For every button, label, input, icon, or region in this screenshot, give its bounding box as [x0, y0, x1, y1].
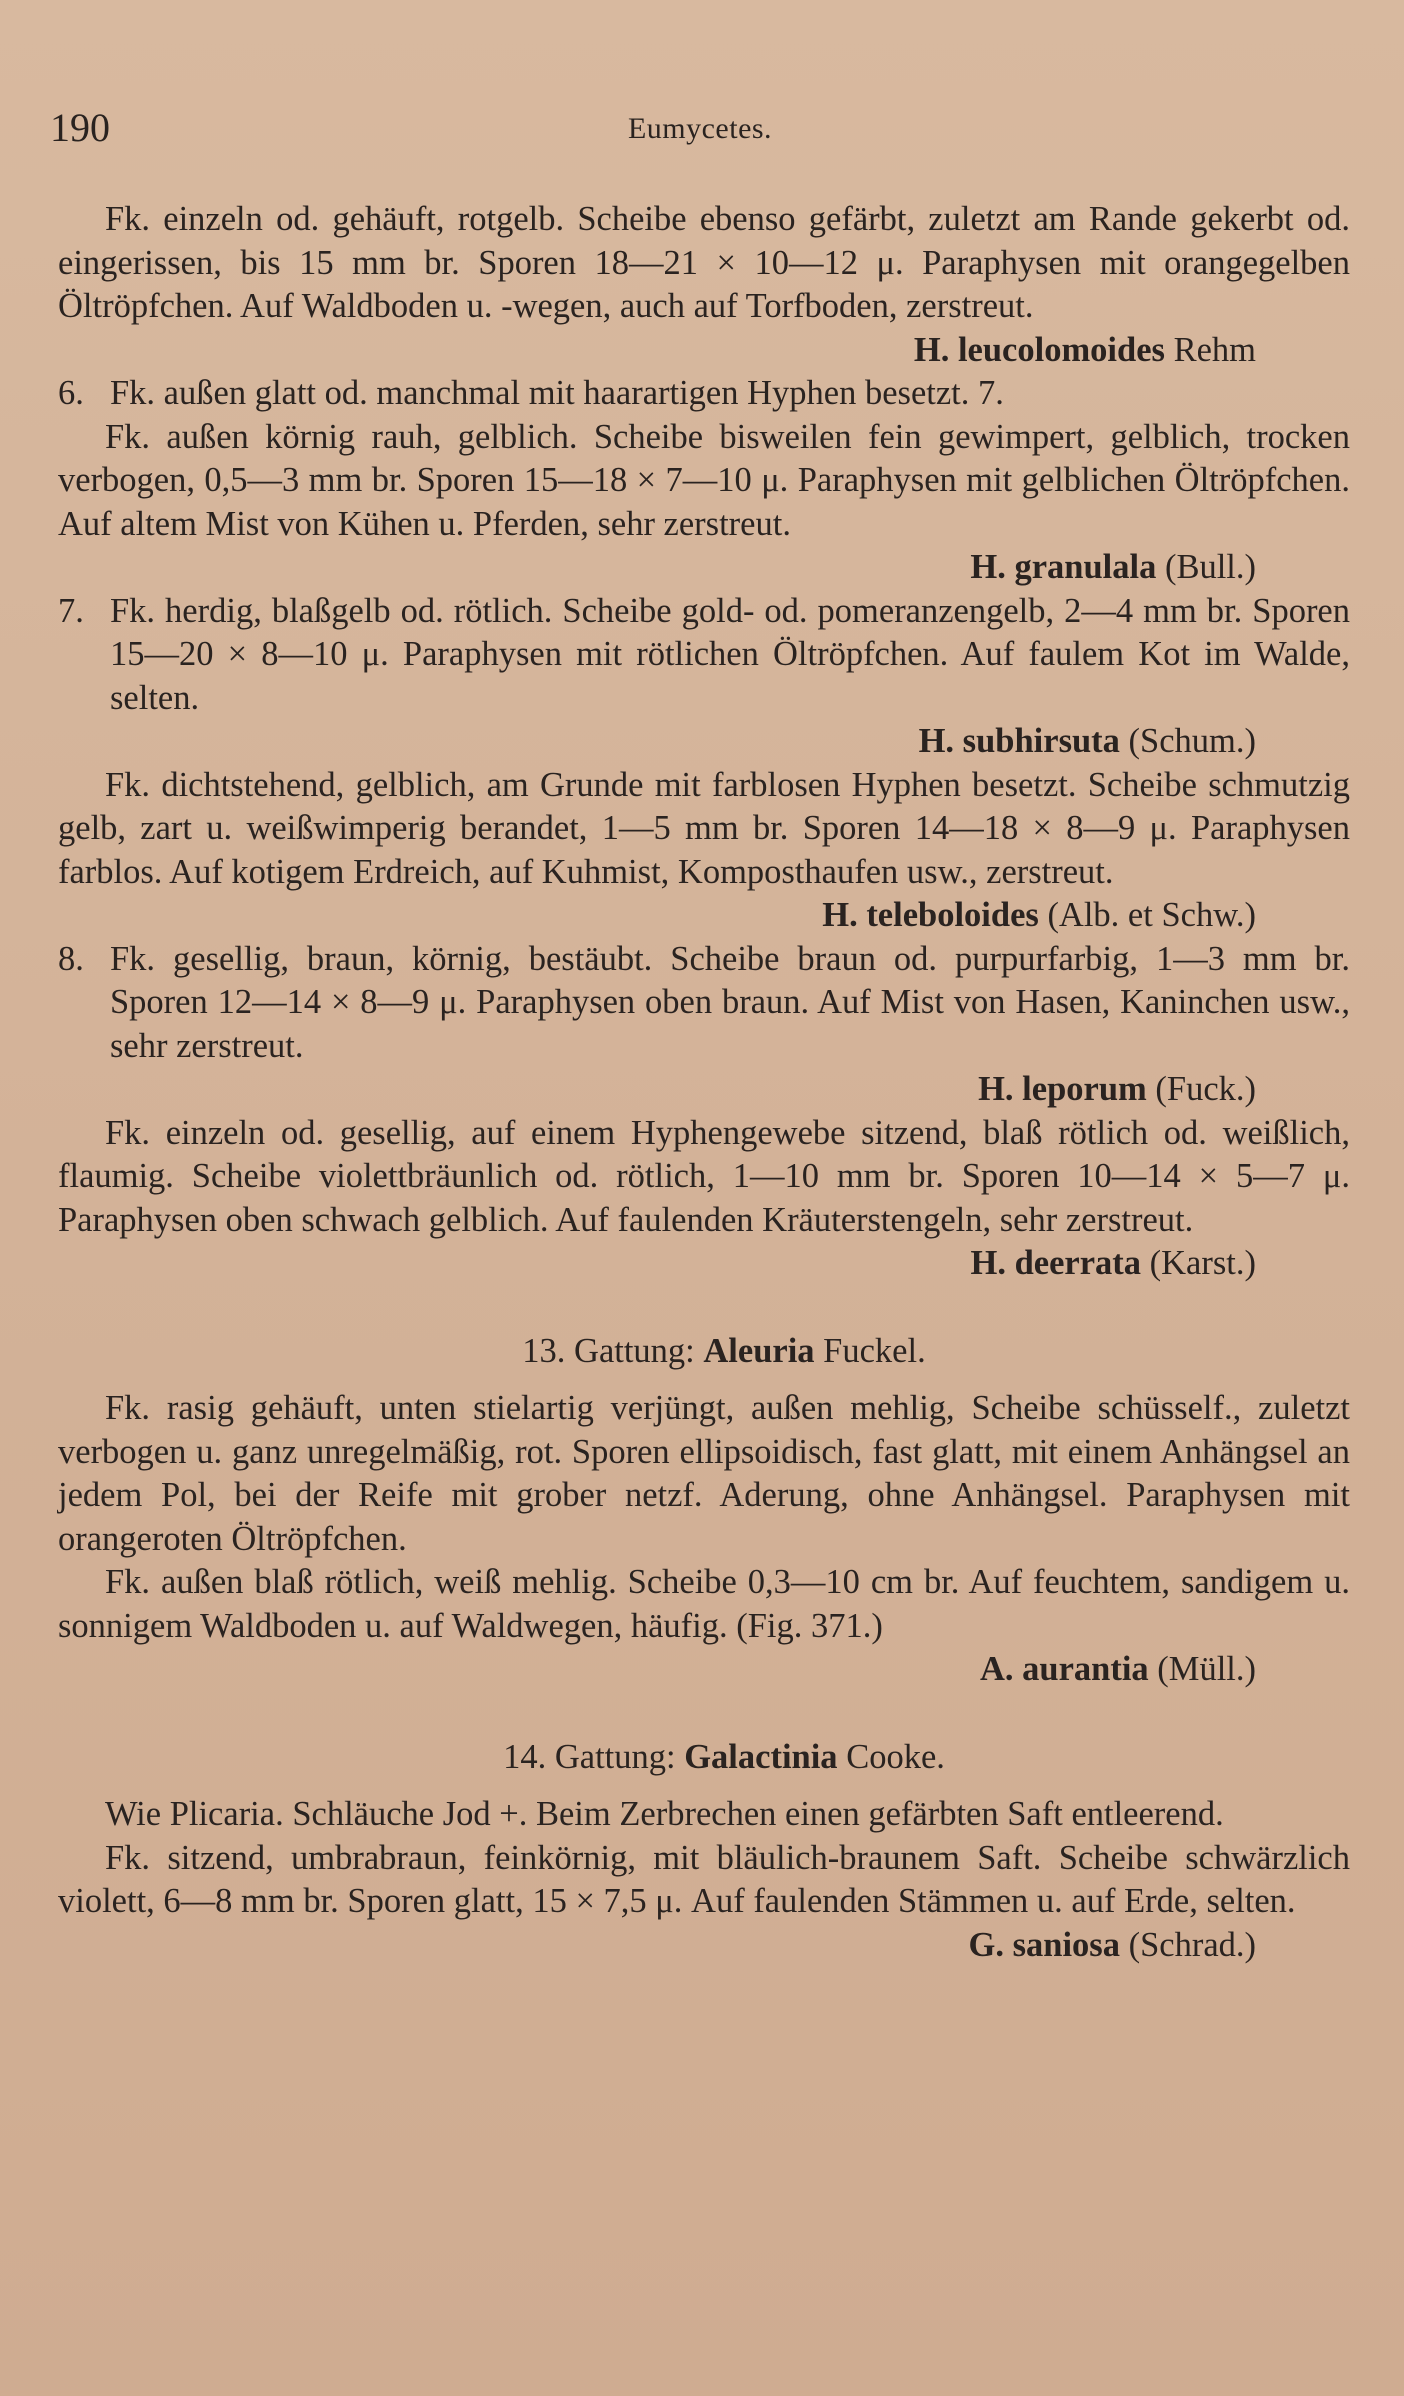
genus-name: Galactinia [684, 1737, 838, 1776]
description-paragraph: Fk. sitzend, umbrabraun, feinkörnig, mit bläulich-braunem Saft. Scheibe schwärzlich violett, 6—8 mm br. Sporen glatt, 15 × 7,5 μ. Auf faulenden Stämmen u. auf Erde, selten. [58, 1838, 1350, 1920]
species-name [58, 1068, 1350, 1112]
page-body [58, 198, 1350, 1967]
species-binomial: A. aurantia [979, 1650, 1149, 1688]
species-binomial: H. subhirsuta [918, 722, 1120, 760]
running-head: Eumycetes. [627, 112, 773, 145]
species-authority: (Bull.) [1156, 548, 1256, 586]
species-authority: (Müll.) [1148, 1650, 1256, 1688]
genus-heading-aleuria [58, 1330, 1350, 1374]
genus-number: 13. Gattung: [522, 1331, 704, 1370]
species-authority: (Schum.) [1119, 722, 1256, 760]
species-name [58, 1924, 1350, 1968]
genus-description: Fk. rasig gehäuft, unten stielartig verjüngt, außen mehlig, Scheibe schüsself., zuletzt verbogen u. ganz unregelmäßig, rot. Sporen ellipsoidisch, fast glatt, mit einem Anhängsel an jedem Pol, bei der Reife mit grober netzf. Aderung, ohne Anhängsel. Paraphysen mit orangeroten Öltröpfchen. [58, 1389, 1350, 1558]
key-number: 6. [58, 374, 84, 412]
key-text: Fk. gesellig, braun, körnig, bestäubt. Scheibe braun od. purpurfarbig, 1—3 mm br. Sporen 12—14 × 8—9 μ. Paraphysen oben braun. Auf Mist von Hasen, Kaninchen usw., sehr zerstreut. [110, 939, 1350, 1065]
genus-name: Aleuria [703, 1331, 815, 1370]
genus-heading-galactinia [58, 1736, 1350, 1780]
species-binomial: H. granulala [970, 548, 1157, 586]
key-couplet-6 [58, 372, 1350, 416]
page-number: 190 [50, 105, 110, 150]
key-number: 7. [58, 591, 84, 630]
description-paragraph: Fk. einzeln od. gehäuft, rotgelb. Scheibe ebenso gefärbt, zuletzt am Rande gekerbt od. eingerissen, bis 15 mm br. Sporen 18—21 × 10—12 μ. Paraphysen mit orangegelben Öltröpfchen. Auf Waldboden u. -wegen, auch auf Torfboden, zerstreut. [58, 200, 1350, 325]
page-header [50, 104, 1350, 150]
species-binomial: H. teleboloides [822, 896, 1039, 934]
description-paragraph: Fk. dichtstehend, gelblich, am Grunde mit farblosen Hyphen besetzt. Scheibe schmutzig gelb, zart u. weißwimperig berandet, 1—5 mm br. Sporen 14—18 × 8—9 μ. Paraphysen farblos. Auf kotigem Erdreich, auf Kuhmist, Komposthaufen usw., zerstreut. [58, 765, 1350, 891]
genus-description: Wie Plicaria. Schläuche Jod +. Beim Zerbrechen einen gefärbten Saft entleerend. [105, 1795, 1224, 1833]
genus-authority: Fuckel. [814, 1331, 926, 1370]
species-name [58, 1648, 1350, 1692]
description-paragraph: Fk. einzeln od. gesellig, auf einem Hyphengewebe sitzend, blaß rötlich od. weißlich, flaumig. Scheibe violettbräunlich od. rötlich, 1—10 mm br. Sporen 10—14 × 5—7 μ. Paraphysen oben schwach gelblich. Auf faulenden Kräuterstengeln, sehr zerstreut. [58, 1113, 1350, 1239]
species-authority: (Alb. et Schw.) [1038, 896, 1256, 934]
description-paragraph: Fk. außen körnig rauh, gelblich. Scheibe bisweilen fein gewimpert, gelblich, trocken verbogen, 0,5—3 mm br. Sporen 15—18 × 7—10 μ. Paraphysen mit gelblichen Öltröpfchen. Auf altem Mist von Kühen u. Pferden, sehr zerstreut. [58, 417, 1350, 543]
key-couplet-7 [58, 590, 1350, 721]
species-authority: (Karst.) [1141, 1244, 1256, 1282]
genus-number: 14. Gattung: [503, 1737, 685, 1776]
key-number: 8. [58, 939, 84, 978]
species-authority: (Fuck.) [1146, 1070, 1256, 1108]
species-authority: Rehm [1164, 330, 1256, 369]
species-name [58, 329, 1350, 373]
species-binomial: H. leucolomoides [913, 330, 1165, 369]
species-binomial: H. deerrata [970, 1244, 1142, 1282]
key-couplet-8 [58, 938, 1350, 1069]
description-paragraph: Fk. außen blaß rötlich, weiß mehlig. Scheibe 0,3—10 cm br. Auf feuchtem, sandigem u. sonnigem Waldboden u. auf Waldwegen, häufig. (Fig. 371.) [58, 1563, 1350, 1645]
species-name [58, 1242, 1350, 1286]
species-binomial: H. leporum [978, 1070, 1147, 1108]
species-name [58, 546, 1350, 590]
genus-authority: Cooke. [837, 1737, 945, 1776]
key-text: Fk. herdig, blaßgelb od. rötlich. Scheibe gold- od. pomeranzengelb, 2—4 mm br. Sporen 15—20 × 8—10 μ. Paraphysen mit rötlichen Öltröpfchen. Auf faulem Kot im Walde, selten. [110, 591, 1350, 717]
species-name [58, 894, 1350, 938]
species-binomial: G. saniosa [968, 1925, 1120, 1964]
species-authority: (Schrad.) [1119, 1925, 1256, 1964]
key-text: Fk. außen glatt od. manchmal mit haarartigen Hyphen besetzt. 7. [110, 374, 1004, 412]
species-name [58, 720, 1350, 764]
